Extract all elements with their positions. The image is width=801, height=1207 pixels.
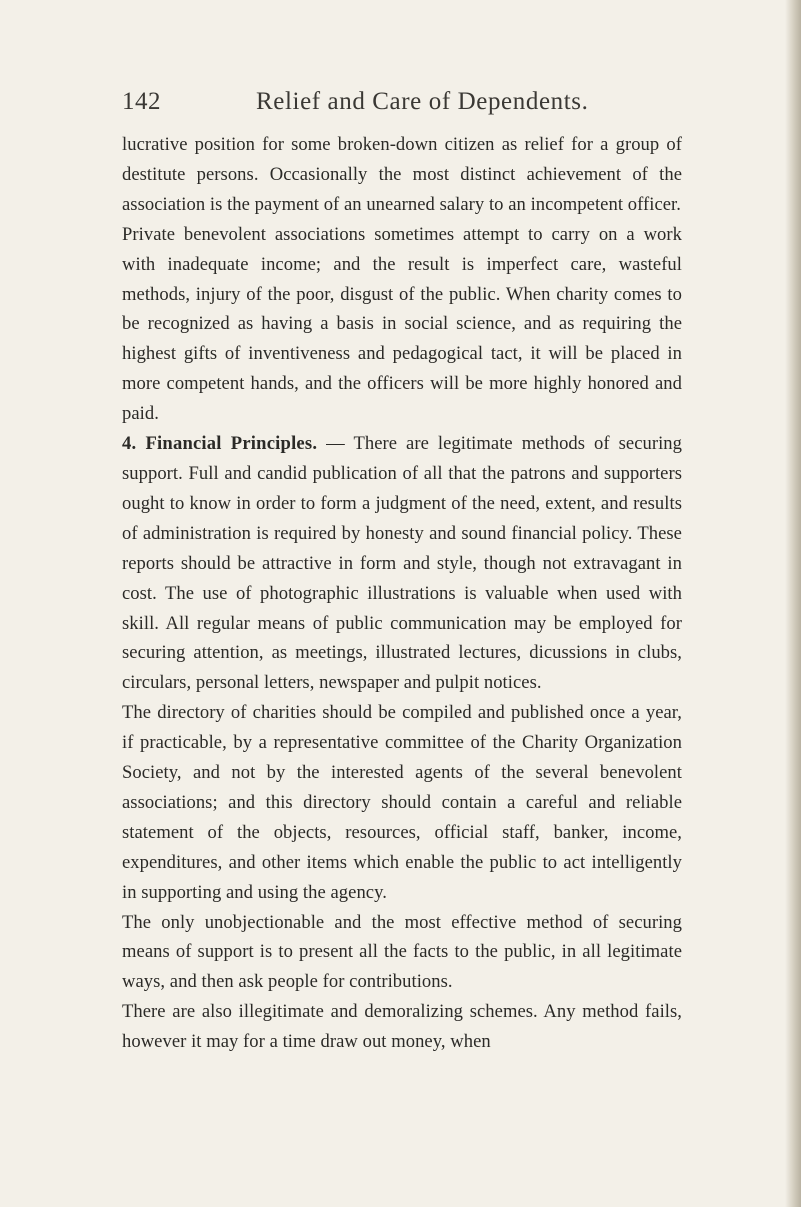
paragraph-3-text: — There are legitimate methods of securing support. Full and candid publication of all that the patrons and supporters ought to know in order to form a judgment of the need, extent, and results of administration is required by honesty and sound financial policy. These reports should be attractive in form and style, though not extravagant in cost. The use of photographic illustrations is valuable when used with skill. All regular means of public communication may be employed for securing attention, as meetings, illustrated lectures, dicussions in clubs, circulars, personal letters, newspaper and pulpit notices.	[122, 433, 682, 694]
section-heading-financial-principles: 4. Financial Principles.	[122, 433, 318, 455]
page-header	[122, 88, 682, 122]
body-text	[122, 130, 682, 1057]
paragraph-4: The directory of charities should be compiled and published once a year, if practicable, by a representative committee of the Charity Organization Society, and not by the interested agents of the several benevolent associations; and this directory should contain a careful and reliable statement of the objects, resources, official staff, banker, income, expenditures, and other items which enable the public to act intelligently in supporting and using the agency.	[122, 702, 682, 903]
paragraph-1: lucrative position for some broken-down citizen as relief for a group of destitute persons. Occasionally the most distinct achievement of the association is the payment of an unearned salary to an incompetent officer.	[122, 134, 682, 215]
paragraph-2: Private benevolent associations sometimes attempt to carry on a work with inadequate income; and the result is imperfect care, wasteful methods, injury of the poor, disgust of the public. When charity comes to be recognized as having a basis in social science, and as requiring the highest gifts of inventiveness and pedagogical tact, it will be placed in more competent hands, and the officers will be more highly honored and paid.	[122, 223, 682, 425]
paragraph-3	[122, 429, 682, 698]
running-head: Relief and Care of Dependents.	[256, 88, 589, 115]
paragraph-5: The only unobjectionable and the most effective method of securing means of support is to present all the facts to the public, in all legitimate ways, and then ask people for contributions.	[122, 911, 682, 993]
page-edge-shadow	[785, 0, 801, 1207]
page-number: 142	[122, 88, 161, 115]
paragraph-6: There are also illegitimate and demoralizing schemes. Any method fails, however it may for a time draw out money, when	[122, 1001, 682, 1053]
